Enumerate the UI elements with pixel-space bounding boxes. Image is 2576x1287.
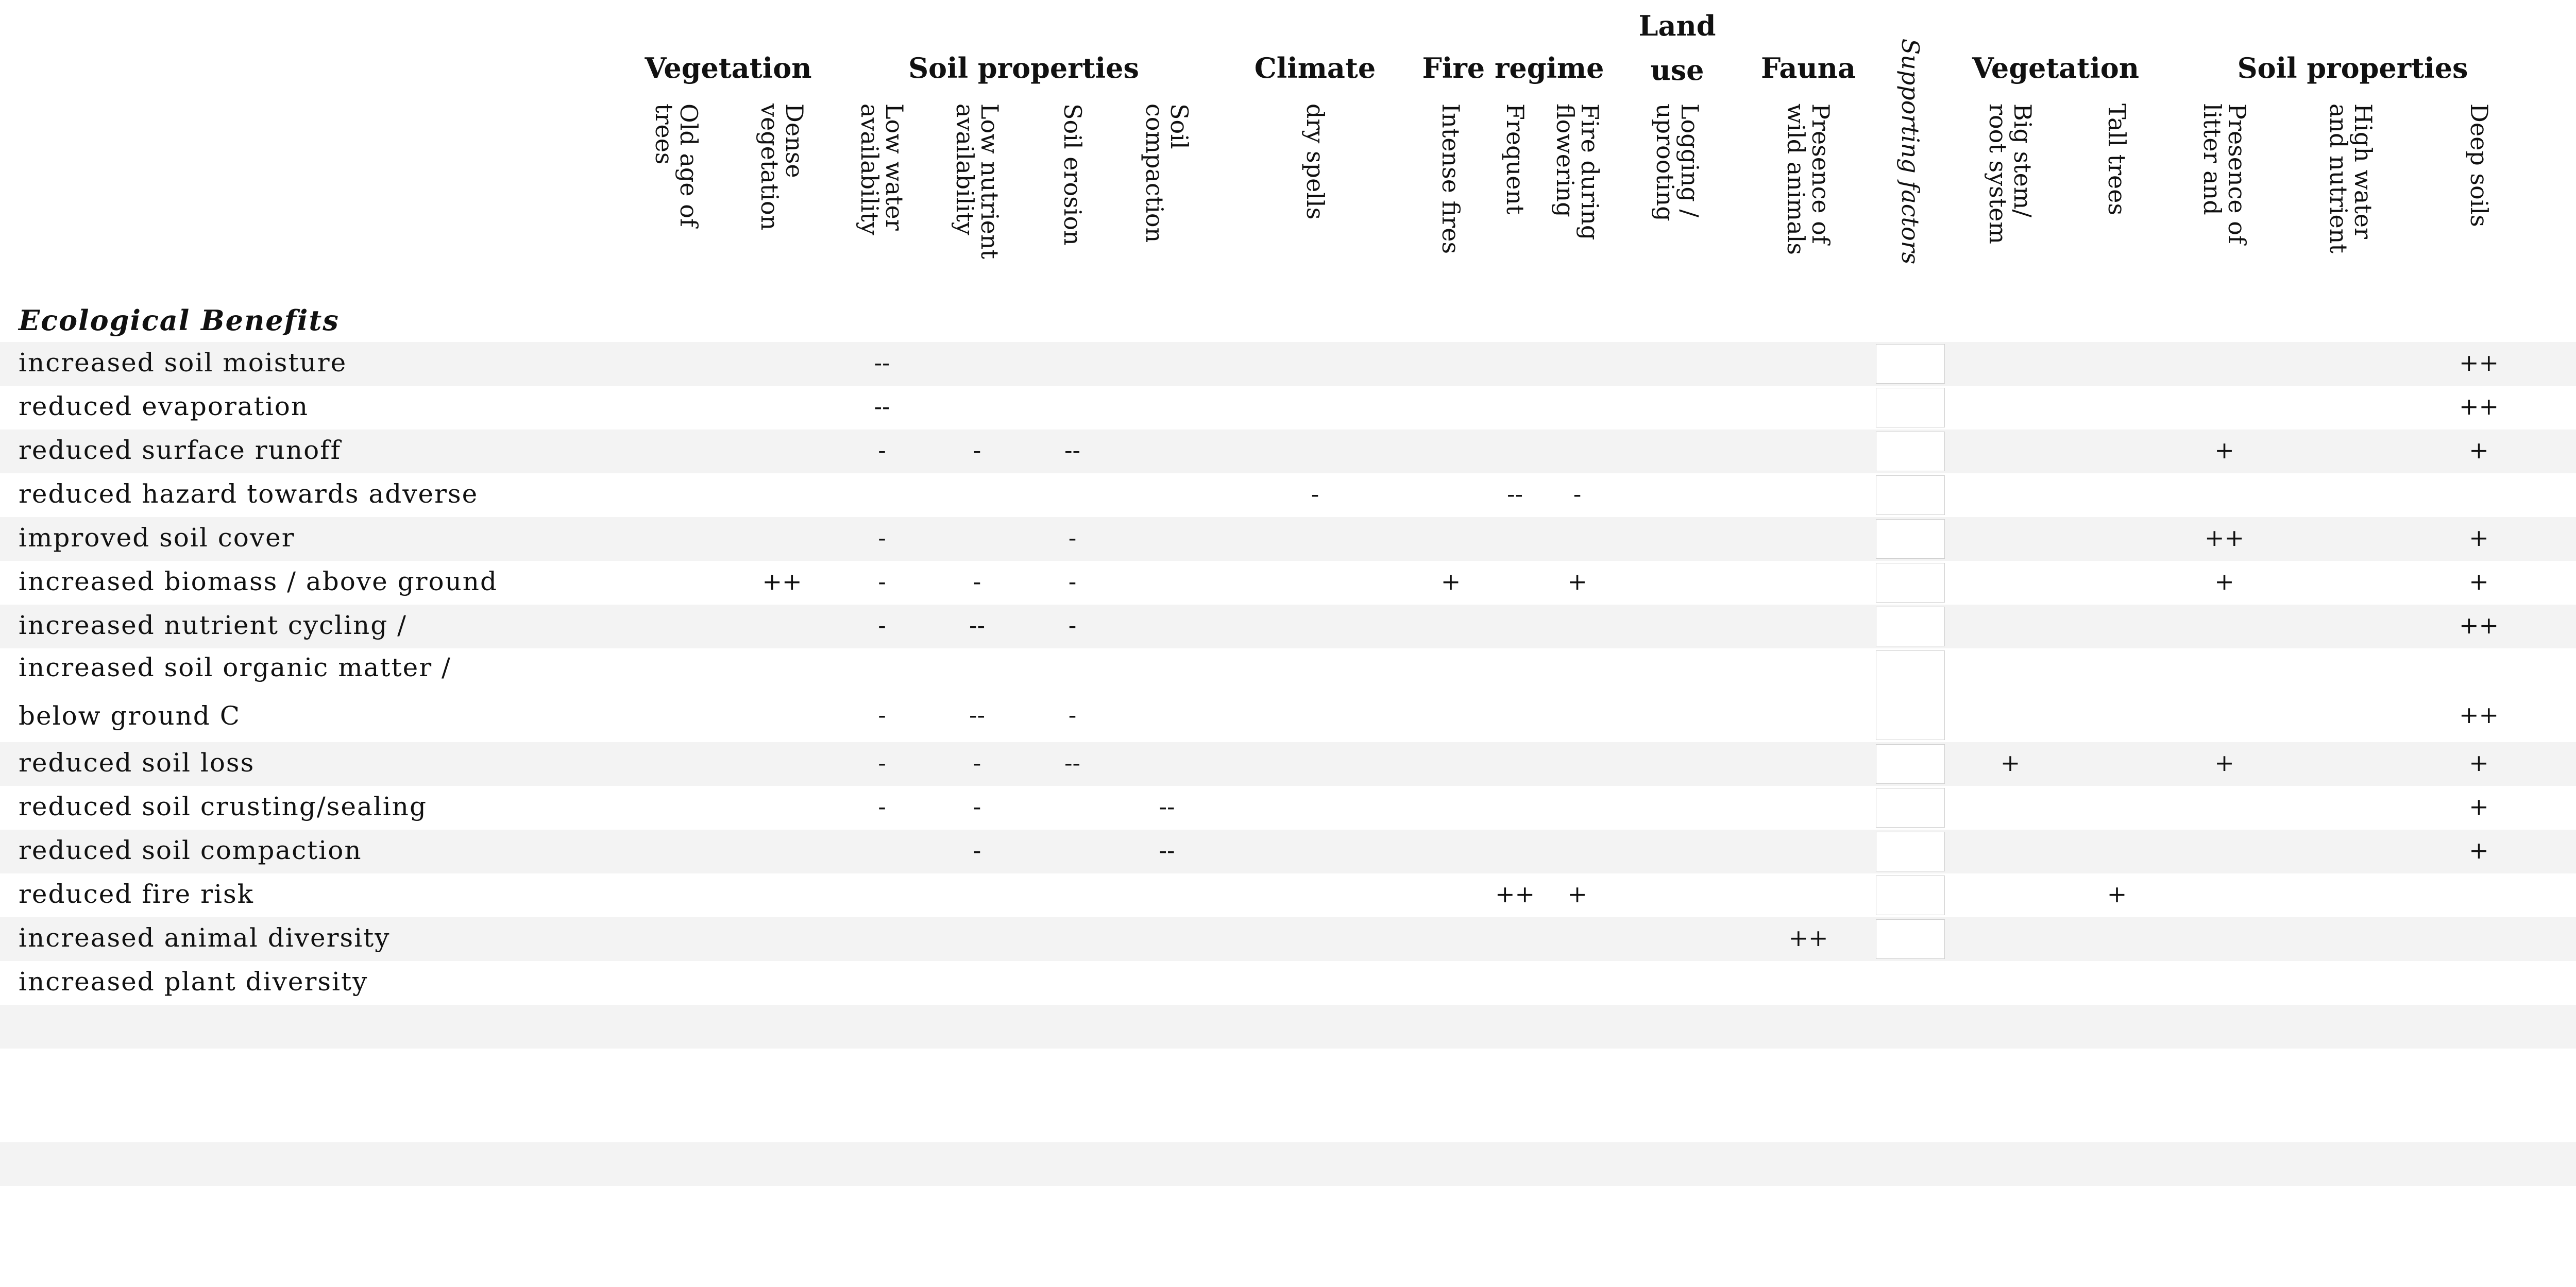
column-header xyxy=(1949,98,2072,289)
column-header-line: availability xyxy=(951,104,979,235)
supporting-cell xyxy=(1876,344,1945,384)
column-header xyxy=(1609,98,1745,289)
row-label: reduced evaporation xyxy=(19,391,309,421)
column-header-line: Presence of xyxy=(2223,104,2251,244)
column-header-line: Dense xyxy=(781,104,808,178)
column-header-line: dry spells xyxy=(1301,104,1329,220)
group-header-climate: Climate xyxy=(1254,52,1376,84)
interaction-value: - xyxy=(1068,701,1077,729)
column-header-text xyxy=(1438,104,1463,284)
group-header-line xyxy=(2543,11,2576,40)
interaction-value: + xyxy=(2469,748,2489,777)
column-header-line: Low water xyxy=(880,104,908,231)
supporting-factors-label xyxy=(1872,11,1949,291)
column-header-text xyxy=(2467,104,2492,284)
column-header xyxy=(622,98,730,289)
interaction-value: -- xyxy=(874,392,890,420)
group-header-soil-properties: Soil properties xyxy=(2237,52,2468,84)
column-header-text xyxy=(2105,104,2129,284)
interaction-value: + xyxy=(2469,523,2489,552)
column-header-line: wild animals xyxy=(1782,104,1810,255)
group-header-fire-regime: Fire regime xyxy=(1422,52,1604,84)
supporting-cell xyxy=(1876,876,1945,915)
supporting-cell xyxy=(1876,563,1945,603)
interaction-value: ++ xyxy=(1788,923,1828,952)
column-header-line: and nutrient xyxy=(2324,104,2352,253)
interaction-value xyxy=(2543,749,2576,780)
interaction-value: - xyxy=(878,567,886,595)
interaction-value: + xyxy=(2469,792,2489,820)
column-header-line: Presence of xyxy=(1807,104,1835,244)
supporting-cell xyxy=(1876,607,1945,646)
interaction-value: -- xyxy=(874,348,890,376)
interaction-value: ++ xyxy=(2204,523,2245,552)
column-header-text xyxy=(1653,104,1702,284)
interaction-value: - xyxy=(973,748,981,777)
interaction-value: - xyxy=(1068,523,1077,552)
column-header-line: Tall trees xyxy=(2103,104,2131,216)
interaction-value: ++ xyxy=(2459,348,2499,376)
row-label-line2: below ground C xyxy=(19,701,241,731)
interaction-value: -- xyxy=(969,611,986,639)
group-header-line xyxy=(2543,56,2576,84)
interaction-value xyxy=(2543,436,2576,467)
interaction-value: + xyxy=(2214,748,2234,777)
row-label: reduced soil loss xyxy=(19,747,255,778)
interaction-value: - xyxy=(878,792,886,820)
column-header-line: Old age of xyxy=(674,104,703,227)
interaction-value: -- xyxy=(1159,836,1175,864)
column-header xyxy=(730,98,834,289)
group-header-fauna: Fauna xyxy=(1761,52,1856,84)
column-header-text xyxy=(1303,104,1328,284)
row-label: increased soil organic matter / xyxy=(19,653,451,682)
column-header xyxy=(2072,98,2162,289)
column-header-line: Soil erosion xyxy=(1058,104,1087,246)
interaction-value: - xyxy=(1068,611,1077,639)
column-header xyxy=(1121,98,1213,289)
interaction-value: + xyxy=(2214,436,2234,464)
interaction-value: + xyxy=(2469,436,2489,464)
interaction-value: + xyxy=(2469,836,2489,864)
row-label: increased animal diversity xyxy=(19,922,391,953)
supporting-cell xyxy=(1876,788,1945,828)
column-header-text xyxy=(1060,104,1085,284)
column-header xyxy=(1545,98,1609,289)
group-header-soil-properties: Soil properties xyxy=(908,52,1139,84)
column-header-line: High water xyxy=(2349,104,2377,239)
row-band xyxy=(0,1005,2576,1049)
supporting-cell xyxy=(1876,832,1945,871)
column-header-line: flowering xyxy=(1551,104,1579,217)
column-header-text xyxy=(857,104,907,284)
interaction-value: -- xyxy=(969,701,986,729)
row-label: reduced soil crusting/sealing xyxy=(19,791,427,821)
interaction-value: ++ xyxy=(2459,701,2499,729)
interaction-value: - xyxy=(878,701,886,729)
column-header xyxy=(1213,98,1417,289)
interaction-value: - xyxy=(1068,567,1077,595)
column-header xyxy=(1417,98,1485,289)
interaction-value: - xyxy=(973,436,981,464)
column-header-line: Fire during xyxy=(1575,104,1604,241)
supporting-cell xyxy=(1876,650,1945,740)
column-header-text xyxy=(1503,104,1528,284)
column-header-line: Frequent xyxy=(1501,104,1529,215)
row-label: reduced hazard towards adverse xyxy=(19,478,479,509)
interaction-value: + xyxy=(2000,748,2021,777)
interaction-value: + xyxy=(1567,880,1587,908)
row-band xyxy=(0,1142,2576,1186)
column-header xyxy=(2415,98,2543,289)
column-header-line: root system xyxy=(1984,104,2012,245)
interaction-value: - xyxy=(878,436,886,464)
column-header-line: compaction xyxy=(1141,104,1168,243)
interaction-value: - xyxy=(878,611,886,639)
column-header-text xyxy=(1784,104,1833,284)
interaction-value: ++ xyxy=(2459,392,2499,420)
row-label: reduced fire risk xyxy=(19,879,254,909)
column-header-text xyxy=(757,104,807,284)
supporting-cell xyxy=(1876,744,1945,784)
column-header xyxy=(1485,98,1545,289)
interaction-value: -- xyxy=(1159,792,1175,820)
column-header-line: Big stem/ xyxy=(2009,104,2037,218)
row-label: reduced soil compaction xyxy=(19,835,362,865)
column-header-line: trees xyxy=(650,104,678,165)
column-header-text xyxy=(953,104,1002,284)
column-header-line: Low nutrient xyxy=(975,104,1004,260)
interaction-value: - xyxy=(1573,479,1582,508)
interaction-value: + xyxy=(1567,567,1587,595)
group-header-line: Land xyxy=(1638,9,1716,42)
interaction-value: -- xyxy=(1064,748,1081,777)
interaction-value: ++ xyxy=(2459,611,2499,639)
group-header-land-use xyxy=(1609,11,1745,94)
row-band xyxy=(0,342,2576,386)
row-label: increased soil moisture xyxy=(19,347,347,377)
row-label: increased biomass / above ground xyxy=(19,566,498,596)
group-header-line: use xyxy=(1650,54,1704,87)
group-header-vegetation: Vegetation xyxy=(1972,52,2140,84)
column-header-line: Intense fires xyxy=(1437,104,1465,254)
supporting-cell xyxy=(1876,519,1945,559)
interaction-value: ++ xyxy=(762,567,802,595)
column-header xyxy=(2286,98,2415,289)
column-header xyxy=(1024,98,1121,289)
group-header-vegetation: Vegetation xyxy=(645,52,812,84)
column-header xyxy=(930,98,1024,289)
column-header-line: Logging / xyxy=(1675,104,1704,218)
group-header-land-use xyxy=(2543,11,2576,94)
interaction-value: + xyxy=(2469,567,2489,595)
column-header-text xyxy=(1553,104,1602,284)
interaction-value: + xyxy=(2107,880,2127,908)
interaction-value: - xyxy=(973,836,981,864)
column-header-text xyxy=(1986,104,2035,284)
interaction-value: - xyxy=(1311,479,1319,508)
column-header-line: uprooting xyxy=(1651,104,1679,221)
column-header xyxy=(2162,98,2286,289)
interaction-value: - xyxy=(973,792,981,820)
supporting-cell xyxy=(1876,432,1945,471)
column-header-text xyxy=(1142,104,1192,284)
interaction-value: - xyxy=(973,567,981,595)
column-header-line: availability xyxy=(856,104,884,235)
interaction-value: - xyxy=(878,748,886,777)
column-header xyxy=(834,98,930,289)
column-header-text xyxy=(2326,104,2376,284)
column-header-line: Deep soils xyxy=(2465,104,2493,227)
row-label: increased plant diversity xyxy=(19,966,368,997)
row-label: increased nutrient cycling / xyxy=(19,610,407,640)
interaction-value: ++ xyxy=(1495,880,1535,908)
column-header-text xyxy=(2200,104,2249,284)
interaction-value: -- xyxy=(1064,436,1081,464)
row-label: improved soil cover xyxy=(19,522,295,553)
supporting-cell xyxy=(1876,919,1945,959)
column-header-line: vegetation xyxy=(756,104,784,231)
section-label: Ecological Benefits xyxy=(19,304,340,337)
interaction-value xyxy=(2543,524,2576,555)
row-label: reduced surface runoff xyxy=(19,435,342,465)
interaction-value: - xyxy=(878,523,886,552)
column-header-line: Soil xyxy=(1165,104,1193,149)
row-band xyxy=(0,830,2576,873)
column-header-line: litter and xyxy=(2198,104,2226,215)
supporting-cell xyxy=(1876,475,1945,515)
column-header-text xyxy=(652,104,701,284)
column-header xyxy=(2543,98,2576,289)
supporting-factors-text: Supporting factors xyxy=(1896,38,1924,265)
interaction-value: -- xyxy=(1506,479,1523,508)
interaction-value: + xyxy=(1440,567,1461,595)
interaction-value: + xyxy=(2214,567,2234,595)
supporting-cell xyxy=(1876,388,1945,427)
column-header xyxy=(1745,98,1872,289)
